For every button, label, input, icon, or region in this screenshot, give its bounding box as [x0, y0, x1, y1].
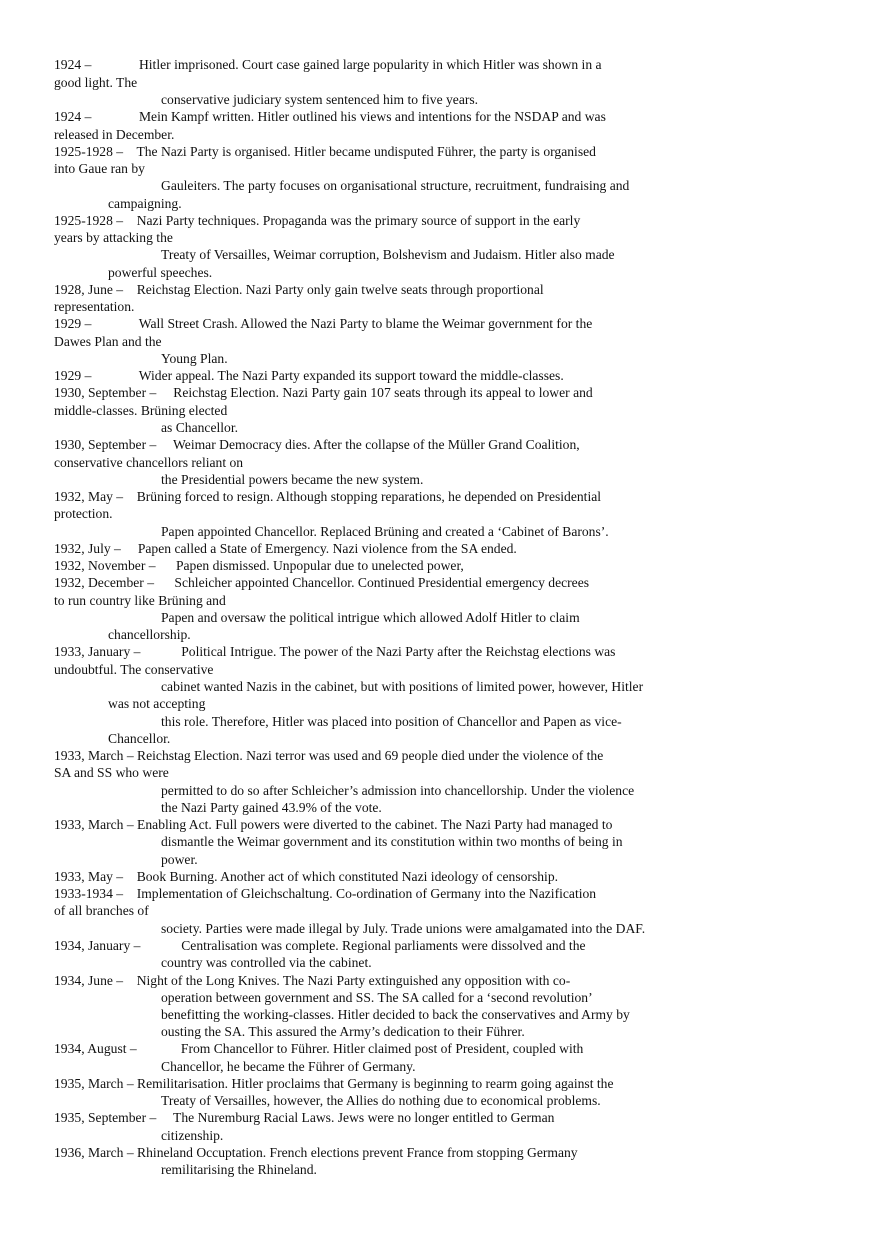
text-line: 1934, June – Night of the Long Knives. The Nazi Party extinguished any opposition with co- [54, 973, 571, 988]
text-line: 1932, November – Papen dismissed. Unpopular due to unelected power, [54, 558, 464, 573]
text-line: powerful speeches. [108, 265, 213, 280]
text-line: 1933, March – Reichstag Election. Nazi terror was used and 69 people died under the violence of the [54, 748, 604, 763]
text-line: campaigning. [108, 196, 182, 211]
text-line: years by attacking the [54, 230, 173, 245]
text-line: representation. [54, 299, 135, 314]
text-line: 1933, May – Book Burning. Another act of which constituted Nazi ideology of censorship. [54, 869, 559, 884]
text-line: operation between government and SS. The SA called for a ‘second revolution’ [161, 990, 593, 1005]
text-line: 1935, September – The Nuremburg Racial Laws. Jews were no longer entitled to German [54, 1110, 555, 1125]
text-line: 1934, January – Centralisation was complete. Regional parliaments were dissolved and the [54, 938, 586, 953]
text-line: Young Plan. [161, 351, 228, 366]
text-line: undoubtful. The conservative [54, 662, 214, 677]
text-line: 1933-1934 – Implementation of Gleichschaltung. Co-ordination of Germany into the Nazification [54, 886, 597, 901]
text-line: was not accepting [108, 696, 206, 711]
text-line: cabinet wanted Nazis in the cabinet, but with positions of limited power, however, Hitler [161, 679, 644, 694]
text-line: SA and SS who were [54, 765, 169, 780]
text-line: into Gaue ran by [54, 161, 145, 176]
text-line: 1932, December – Schleicher appointed Chancellor. Continued Presidential emergency decrees [54, 575, 590, 590]
text-line: 1925-1928 – Nazi Party techniques. Propaganda was the primary source of support in the early [54, 213, 581, 228]
text-line: 1933, March – Enabling Act. Full powers were diverted to the cabinet. The Nazi Party had managed to [54, 817, 613, 832]
text-line: 1929 – Wider appeal. The Nazi Party expanded its support toward the middle-classes. [54, 368, 564, 383]
text-line: middle-classes. Brüning elected [54, 403, 228, 418]
text-line: 1924 – Mein Kampf written. Hitler outlined his views and intentions for the NSDAP and was [54, 109, 606, 124]
text-line: 1928, June – Reichstag Election. Nazi Party only gain twelve seats through proportional [54, 282, 544, 297]
text-line: Treaty of Versailles, Weimar corruption, Bolshevism and Judaism. Hitler also made [161, 247, 615, 262]
text-line: 1930, September – Reichstag Election. Nazi Party gain 107 seats through its appeal to lower and [54, 385, 593, 400]
text-line: remilitarising the Rhineland. [161, 1162, 317, 1177]
text-line: Papen and oversaw the political intrigue which allowed Adolf Hitler to claim [161, 610, 580, 625]
text-line: 1936, March – Rhineland Occuptation. French elections prevent France from stopping Germany [54, 1145, 578, 1160]
text-line: chancellorship. [108, 627, 191, 642]
text-line: benefitting the working-classes. Hitler decided to back the conservatives and Army by [161, 1007, 630, 1022]
text-line: 1924 – Hitler imprisoned. Court case gained large popularity in which Hitler was shown in a [54, 57, 602, 72]
text-line: 1932, July – Papen called a State of Emergency. Nazi violence from the SA ended. [54, 541, 517, 556]
text-line: 1932, May – Brüning forced to resign. Although stopping reparations, he depended on Presidential [54, 489, 602, 504]
text-line: 1930, September – Weimar Democracy dies. After the collapse of the Müller Grand Coalition, [54, 437, 580, 452]
text-line: released in December. [54, 127, 175, 142]
text-line: 1929 – Wall Street Crash. Allowed the Nazi Party to blame the Weimar government for the [54, 316, 593, 331]
text-line: society. Parties were made illegal by July. Trade unions were amalgamated into the DAF. [161, 921, 646, 936]
text-line: permitted to do so after Schleicher’s admission into chancellorship. Under the violence [161, 783, 635, 798]
text-line: the Presidential powers became the new system. [161, 472, 424, 487]
text-line: 1934, August – From Chancellor to Führer. Hitler claimed post of President, coupled with [54, 1041, 584, 1056]
text-line: conservative judiciary system sentenced him to five years. [161, 92, 479, 107]
text-line: the Nazi Party gained 43.9% of the vote. [161, 800, 382, 815]
text-line: power. [161, 852, 198, 867]
text-line: of all branches of [54, 903, 149, 918]
text-line: good light. The [54, 75, 138, 90]
text-line: ousting the SA. This assured the Army’s dedication to their Führer. [161, 1024, 525, 1039]
text-line: citizenship. [161, 1128, 224, 1143]
text-line: as Chancellor. [161, 420, 239, 435]
text-line: 1933, January – Political Intrigue. The power of the Nazi Party after the Reichstag elections was [54, 644, 616, 659]
text-line: Papen appointed Chancellor. Replaced Brüning and created a ‘Cabinet of Barons’. [161, 524, 609, 539]
text-line: Gauleiters. The party focuses on organisational structure, recruitment, fundraising and [161, 178, 630, 193]
text-line: Chancellor, he became the Führer of Germany. [161, 1059, 416, 1074]
text-line: conservative chancellors reliant on [54, 455, 244, 470]
text-line: Dawes Plan and the [54, 334, 162, 349]
text-line: 1935, March – Remilitarisation. Hitler proclaims that Germany is beginning to rearm going against the [54, 1076, 614, 1091]
text-line: Treaty of Versailles, however, the Allies do nothing due to economical problems. [161, 1093, 601, 1108]
text-line: 1925-1928 – The Nazi Party is organised. Hitler became undisputed Führer, the party is organised [54, 144, 596, 159]
text-line: country was controlled via the cabinet. [161, 955, 372, 970]
text-line: Chancellor. [108, 731, 171, 746]
text-line: this role. Therefore, Hitler was placed into position of Chancellor and Papen as vice- [161, 714, 622, 729]
text-line: to run country like Brüning and [54, 593, 226, 608]
text-line: protection. [54, 506, 113, 521]
text-line: dismantle the Weimar government and its constitution within two months of being in [161, 834, 623, 849]
